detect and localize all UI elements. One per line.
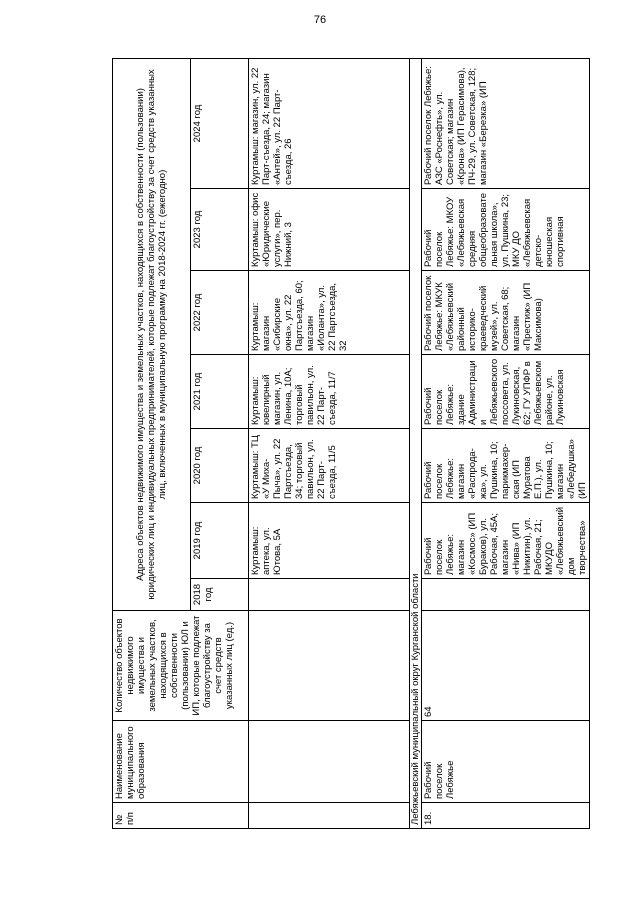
header-year-2022: 2022 год	[191, 271, 249, 355]
header-year-2019: 2019 год	[191, 503, 249, 579]
cell-2018	[249, 579, 410, 611]
cell-count: 64	[422, 611, 590, 721]
cell-2024: Куртамыш: магазин, ул. 22 Парт-съезда, 24; магазин «Антей», ул. 22 Парт-съезда, 26	[249, 58, 410, 188]
rotated-table-area	[112, 59, 588, 829]
header-year-2024: 2024 год	[191, 58, 249, 188]
header-year-2023: 2023 год	[191, 189, 249, 271]
header-year-2021: 2021 год	[191, 355, 249, 429]
cell-num: 18.	[422, 803, 590, 829]
table-row	[249, 58, 410, 828]
cell-2023: Рабочий поселок Лебяжье: МКОУ «Лебяжьевская средняя общеобразовательная школа», ул. Пушкина, 23; МКУ ДО «Лебяжьевская детско-юношеская спортивная	[422, 189, 590, 271]
header-year-2018: 2018 год	[191, 579, 249, 611]
table-row	[422, 58, 590, 828]
cell-2022: Куртамыш: магазин «Сибирские окна», ул. 22 Партсъезда, 60; магазин «Иоланта», ул. 22 Партсъезда, 32	[249, 271, 410, 355]
cell-2019: Куртамыш: аптека, ул. Ютова, 5А	[249, 503, 410, 579]
section-title: Лебяжьевский муниципальный округ Курганской области	[410, 58, 422, 828]
cell-2021: Рабочий поселок Лебяжье: здание Администрации Лебяжьевского поссовета, ул. Лукиновская, 62; ГУ УПФР в Лебяжьевском районе, ул. Лукиновская	[422, 355, 590, 429]
cell-2020: Рабочий поселок Лебяжье: магазин «Распрода-жа», ул. Пушкина, 10; парикмахер-ская (ИП Муратова Е.П.), ул. Пушкина, 10; магазин «Лебедушка» (ИП	[422, 429, 590, 503]
objects-table	[112, 58, 590, 829]
cell-count	[249, 611, 410, 721]
cell-2019: Рабочий поселок Лебяжье: магазин «Космос» (ИП Бураков), ул. Рабочая, 45А; магазин «Нива» (ИП Никитин), ул. Рабочая, 21; МКУДО «Лебяжьевский дом творчества»	[422, 503, 590, 579]
rotated-table-wrapper	[112, 59, 588, 829]
cell-2024: Рабочий поселок Лебяжье: АЗС «Роснефть», ул. Советская; магазин «Крона» (ИП Герасимова), ПЧ-29, ул. Советская, 128; магазин «Березка» (ИП	[422, 58, 590, 188]
cell-name	[249, 721, 410, 803]
cell-2023: Куртамыш: офис «Юридические услуги», пер. Нижний, 3	[249, 189, 410, 271]
page-number: 76	[313, 14, 327, 26]
header-count: Количество объектов недвижимого имущества и земельных участков, находящихся в собственности (пользовании) ЮЛ и ИП, которые подлежат благоустройству за счет средств указанных лиц (ед.)	[113, 611, 249, 721]
cell-name: Рабочий поселок Лебяжье	[422, 721, 590, 803]
cell-2020: Куртамыш: ТЦ «У Миха-Пыча», ул. 22 Партсъезда, 34; торговый павильон, ул. 22 Парт-съезда, 11/5	[249, 429, 410, 503]
header-num: № п/п	[113, 803, 249, 829]
cell-2021: Куртамыш: ювелирный магазин, ул. Ленина, 10А; торговый павильон, ул. 22 Парт-съезда, 11/7	[249, 355, 410, 429]
cell-num	[249, 803, 410, 829]
header-year-2020: 2020 год	[191, 429, 249, 503]
header-name: Наименование муниципального образования	[113, 721, 249, 803]
cell-2022: Рабочий поселок Лебяжье: МКУК «Лебяжьевский районный историко-краеведческий музей», ул. Советская, 68; магазин «Престиж» (ИП Максимова)	[422, 271, 590, 355]
cell-2018	[422, 579, 590, 611]
header-addresses: Адреса объектов недвижимого имущества и земельных участков, находящихся в собственности (пользовании) юридических лиц и индивидуальных предпринимателей, которые подлежат благоустройству за счет средств указанных лиц, включенных в муниципальную программу на 2018-2024 гг. (ежегодно)	[113, 58, 191, 610]
